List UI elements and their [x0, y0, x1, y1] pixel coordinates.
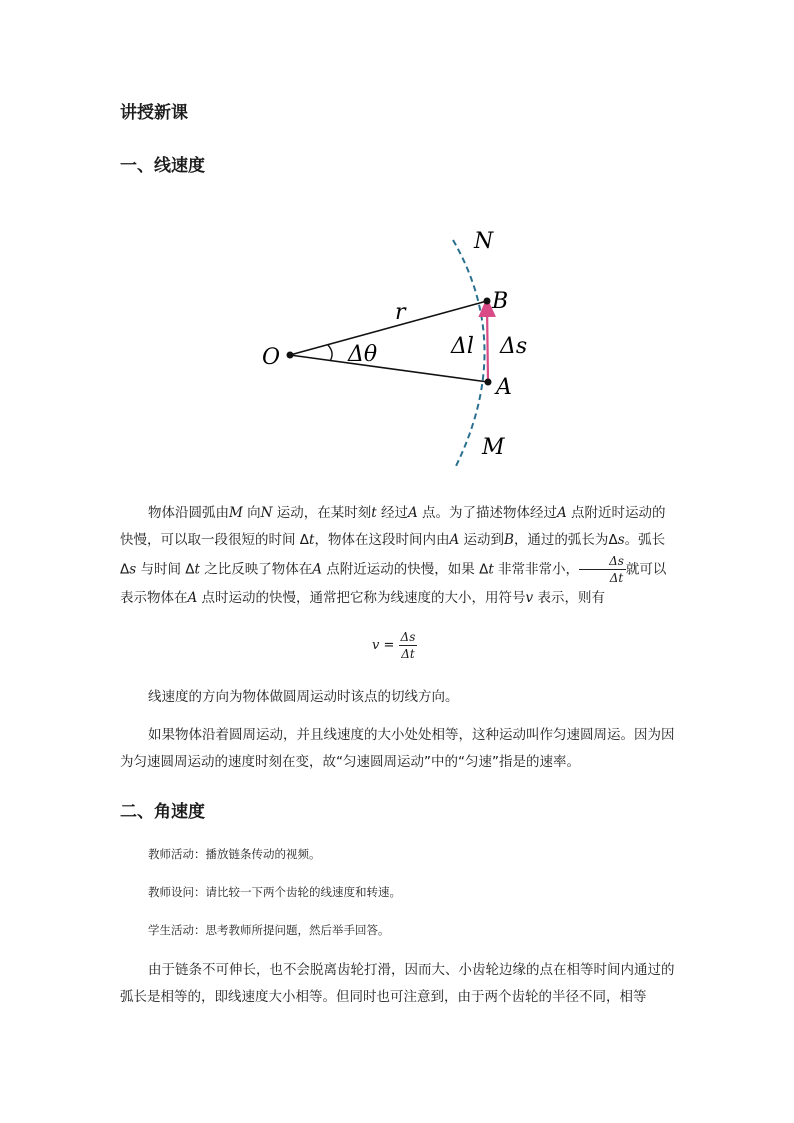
paragraph-chain-drive: 由于链条不可伸长，也不会脱离齿轮打滑，因而大、小齿轮边缘的点在相等时间内通过的弧长是相等的，即线速度大小相等。但同时也可注意到，由于两个齿轮的半径不同，相等	[120, 962, 675, 1005]
paragraph-uniform-motion: 如果物体沿着圆周运动，并且线速度的大小处处相等，这种运动叫作匀速圆周运。因为因为匀速圆周运动的速度时刻在变，故“匀速圆周运动”中的“匀速”指是的速率。	[120, 727, 675, 770]
point-o	[287, 352, 294, 359]
label-m: M	[482, 435, 505, 460]
label-o: O	[262, 345, 281, 370]
teacher-question-note: 教师设问：请比较一下两个齿轮的线速度和转速。	[148, 885, 401, 899]
section-title: 讲授新课	[120, 103, 188, 123]
formula-linear-velocity: v = $\frac{\Delta s}{\Delta t}$	[372, 630, 416, 661]
inline-fraction: $\frac{\Delta s}{\Delta t}$	[579, 554, 626, 585]
student-activity-note: 学生活动：思考教师所提问题，然后举手回答。	[148, 923, 390, 937]
label-r: r	[395, 300, 406, 325]
heading-linear-velocity: 一、线速度	[120, 156, 205, 176]
teacher-activity-note: 教师活动：播放链条传动的视频。	[148, 847, 321, 861]
label-delta-theta: Δθ	[348, 342, 378, 367]
label-b: B	[492, 289, 509, 314]
angle-arc	[328, 345, 332, 361]
paragraph-direction: 线速度的方向为物体做圆周运动时该点的切线方向。	[148, 689, 459, 705]
label-delta-l: Δl	[451, 334, 474, 359]
heading-angular-velocity: 二、角速度	[120, 802, 205, 822]
label-a: A	[496, 375, 512, 400]
label-n: N	[474, 229, 494, 254]
chord-arrow	[487, 306, 488, 381]
point-b	[484, 298, 491, 305]
radius-line-oa	[290, 355, 488, 382]
arc-diagram	[250, 222, 550, 472]
paragraph-linear-velocity: 物体沿圆弧由M 向N 运动，在某时刻t 经过A 点。为了描述物体经过A 点附近时运动的快慢，可以取一段很短的时间 Δt，物体在这段时间内由A 运动到B，通过的弧长为Δs。弧长 Δs 与时间 Δt 之比反映了物体在A 点附近运动的快慢，如果 Δt 非常非常小， $\frac{\Delta s}{\Delta t}$ 就可以表示物体在A 点时运动的快慢，通常把它称为线速度的大小，用符号v 表示，则有	[120, 505, 667, 606]
label-delta-s: Δs	[500, 334, 528, 359]
point-a	[485, 379, 492, 386]
